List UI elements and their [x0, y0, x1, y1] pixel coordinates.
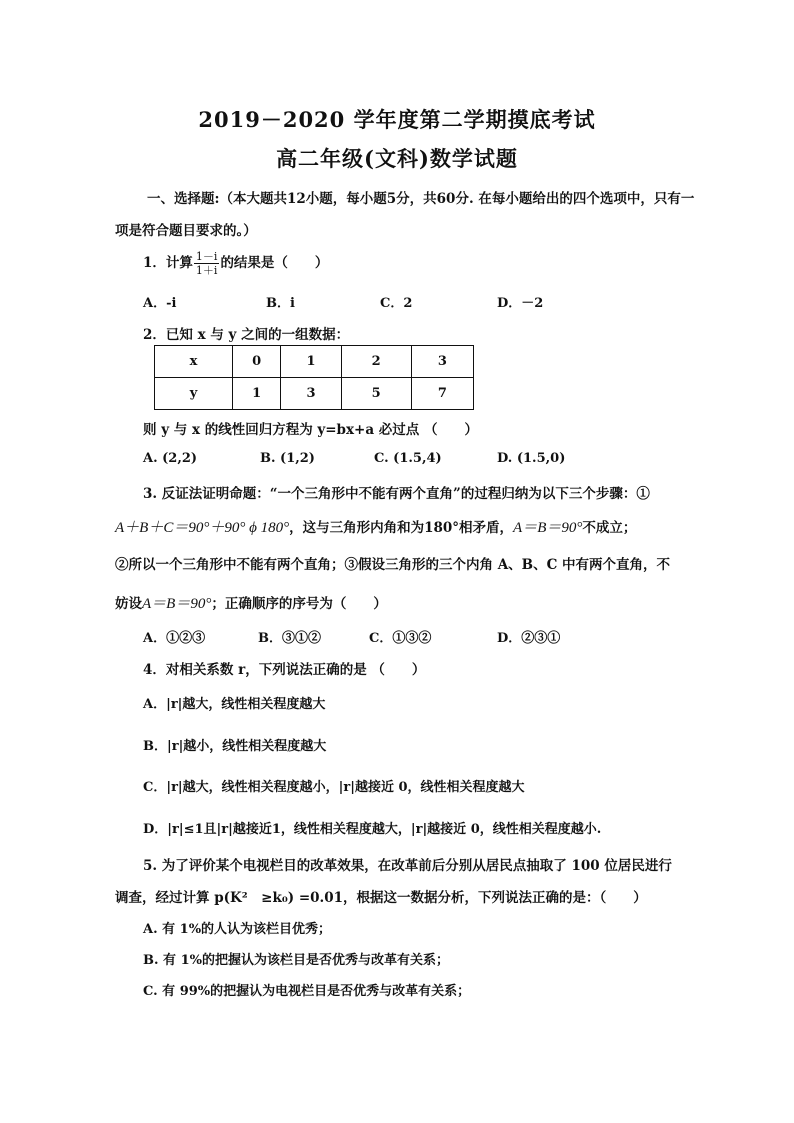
- q3-line2-text: ，这与三角形内角和为180°相矛盾，: [289, 520, 514, 536]
- exam-title: 2019－2020 学年度第二学期摸底考试: [198, 107, 596, 132]
- q1-option-a: A．-i: [143, 296, 177, 311]
- table-cell: 2: [341, 346, 411, 378]
- q2-option-a: A. (2,2): [143, 451, 198, 466]
- q1-option-c: C．2: [380, 296, 413, 311]
- q1-option-d: D．－2: [497, 296, 544, 311]
- table-cell: y: [155, 378, 233, 410]
- q1-fraction: [194, 250, 220, 277]
- q3-option-b: B．③①②: [258, 631, 321, 646]
- q2-option-d: D. (1.5,0): [497, 451, 566, 466]
- table-cell: 5: [341, 378, 411, 410]
- q3-line2-end: 不成立；: [582, 520, 637, 536]
- table-row-y: [155, 378, 474, 410]
- question-3-line2: [115, 516, 636, 537]
- q2-option-b: B. (1,2): [260, 451, 315, 466]
- q3-line4-start: 妨设: [115, 596, 142, 612]
- table-cell: 3: [281, 378, 341, 410]
- q3-angle-equality: A＝B＝90°: [513, 520, 583, 536]
- question-4-stem: 4．对相关系数 r，下列说法正确的是 （ ）: [143, 662, 426, 678]
- q1-prefix: 1．计算: [143, 255, 193, 271]
- question-5-line1: 5. 为了评价某个电视栏目的改革效果，在改革前后分别从居民点抽取了 100 位居民进行: [143, 858, 672, 874]
- question-5-line2: 调查，经过计算 p(K² ≥k₀) =0.01，根据这一数据分析，下列说法正确的是：（ ）: [115, 890, 647, 906]
- q3-option-a: A．①②③: [143, 631, 206, 646]
- q5-option-b: B. 有 1%的把握认为该栏目是否优秀与改革有关系；: [143, 953, 449, 968]
- question-3-line4: [115, 592, 387, 613]
- q4-option-a: A．|r|越大，线性相关程度越大: [143, 697, 326, 712]
- table-cell: 0: [232, 346, 280, 378]
- q5-option-a: A. 有 1%的人认为该栏目优秀；: [143, 922, 332, 937]
- exam-subtitle: 高二年级(文科)数学试题: [276, 146, 518, 171]
- q3-angle-sum-expression: A＋B＋C＝90°＋90° ϕ 180°: [115, 520, 290, 536]
- table-cell: 1: [232, 378, 280, 410]
- q3-option-c: C．①③②: [369, 631, 432, 646]
- q2-data-table: [154, 345, 474, 410]
- q1-fraction-denominator: 1＋i: [195, 264, 218, 277]
- q4-option-b: B．|r|越小，线性相关程度越大: [143, 739, 327, 754]
- q1-option-b: B．i: [266, 296, 295, 311]
- section-intro-line1: 一、选择题:（本大题共12小题，每小题5分，共60分. 在每小题给出的四个选项中，只有一: [147, 191, 695, 207]
- question-2-stem: 2．已知 x 与 y 之间的一组数据：: [143, 327, 350, 343]
- question-1-stem: [143, 250, 328, 277]
- q4-option-d: D．|r|≤1且|r|越接近1，线性相关程度越大，|r|越接近 0，线性相关程度越小.: [143, 822, 602, 837]
- question-3-line3: ②所以一个三角形中不能有两个直角；③假设三角形的三个内角 A、B、C 中有两个直角，不: [115, 557, 671, 573]
- table-row-x: [155, 346, 474, 378]
- q4-option-c: C．|r|越大，线性相关程度越小，|r|越接近 0，线性相关程度越大: [143, 780, 525, 795]
- q3-assumption-expression: A＝B＝90°: [142, 596, 212, 612]
- question-2-conclusion: 则 y 与 x 的线性回归方程为 y=bx+a 必过点 （ ）: [143, 422, 478, 438]
- table-cell: 3: [411, 346, 473, 378]
- q2-option-c: C. (1.5,4): [374, 451, 442, 466]
- table-cell: 1: [281, 346, 341, 378]
- q1-fraction-numerator: 1－i: [195, 250, 218, 263]
- q3-option-d: D．②③①: [497, 631, 561, 646]
- q5-option-c: C. 有 99%的把握认为电视栏目是否优秀与改革有关系；: [143, 984, 471, 999]
- table-cell: x: [155, 346, 233, 378]
- section-intro-line2: 项是符合题目要求的。）: [115, 223, 257, 239]
- q3-line4-end: ；正确顺序的序号为（ ）: [211, 596, 387, 612]
- question-3-line1: 3. 反证法证明命题：“一个三角形中不能有两个直角”的过程归纳为以下三个步骤：①: [143, 486, 650, 502]
- table-cell: 7: [411, 378, 473, 410]
- q1-suffix: 的结果是（ ）: [220, 255, 329, 271]
